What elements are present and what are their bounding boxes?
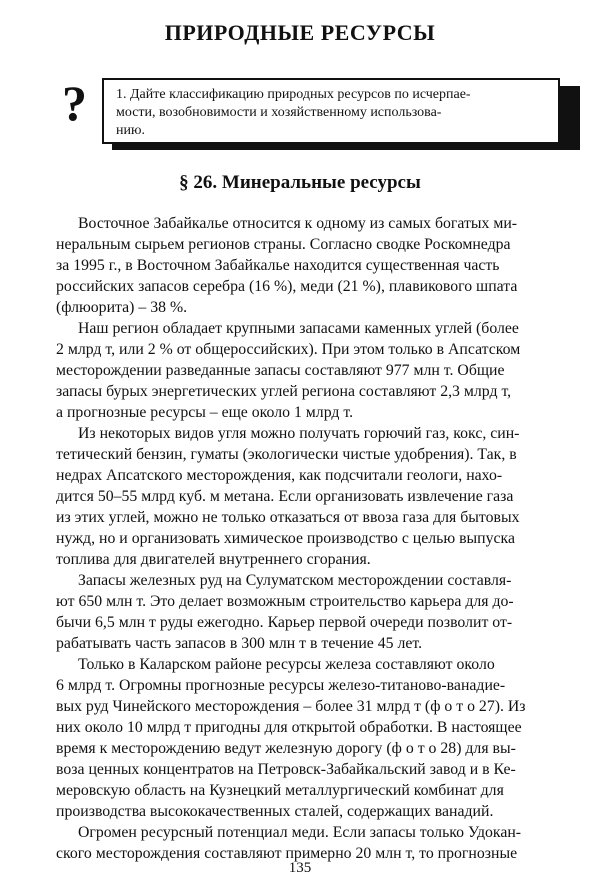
body-line: Из некоторых видов угля можно получать горючий газ, кокс, син-: [78, 425, 520, 442]
body-line: российских запасов серебра (16 %), меди (21 %), плавикового шпата: [56, 278, 518, 295]
body-line: дится 50–55 млрд куб. м метана. Если организовать извлечение газа: [56, 488, 514, 505]
question-line: 1. Дайте классификацию природных ресурсов по исчерпае-: [116, 87, 471, 102]
body-line: воза ценных концентратов на Петровск-Забайкальский завод и в Ке-: [56, 761, 516, 778]
body-line: 6 млрд т. Огромны прогнозные ресурсы железо-титаново-ванадие-: [56, 677, 506, 694]
body-line: из этих углей, можно не только отказаться от ввоза газа для бытовых: [56, 509, 520, 526]
body-line: запасы бурых энергетических углей региона составляют 2,3 млрд т,: [56, 383, 512, 400]
body-line: неральным сырьем регионов страны. Согласно сводке Роскомнедра: [56, 236, 511, 253]
body-line: вых руд Чинейского месторождения – более 31 млрд т (ф о т о 27). Из: [56, 698, 526, 715]
body-line: ют 650 млн т. Это делает возможным строительство карьера для до-: [56, 593, 514, 610]
body-line: Только в Каларском районе ресурсы железа составляют около: [78, 656, 495, 673]
body-line: время к месторождению ведут железную дорогу (ф о т о 28) для вы-: [56, 740, 516, 757]
body-line: тетический бензин, гуматы (экологически чистые удобрения). Так, в: [56, 446, 517, 463]
body-line: Восточное Забайкалье относится к одному из самых богатых ми-: [78, 215, 518, 232]
body-line: рабатывать часть запасов в 300 млн т в течение 45 лет.: [56, 635, 423, 652]
question-line: мости, возобновимости и хозяйственному использова-: [116, 105, 442, 120]
body-line: нужд, но и организовать химическое производство с целью выпуска: [56, 530, 515, 547]
body-line: ского месторождения составляют примерно 20 млн т, то прогнозные: [56, 845, 518, 862]
question-line: нию.: [116, 123, 145, 138]
body-line: топлива для двигателей внутреннего сгорания.: [56, 551, 371, 568]
question-mark-icon: ?: [62, 75, 87, 131]
body-line: недрах Апсатского месторождения, как подсчитали геологи, нахо-: [56, 467, 503, 484]
body-line: Огромен ресурсный потенциал меди. Если запасы только Удокан-: [78, 824, 522, 841]
question-box: [102, 78, 560, 144]
page-number: 135: [288, 860, 312, 876]
body-line: бычи 6,5 млн т руды ежегодно. Карьер первой очереди позволит от-: [56, 614, 513, 631]
page-title: ПРИРОДНЫЕ РЕСУРСЫ: [164, 20, 436, 45]
body-line: месторождении разведанные запасы составляют 977 млн т. Общие: [56, 362, 505, 379]
body-line: них около 10 млрд т пригодны для открытой обработки. В настоящее: [56, 719, 522, 736]
body-line: 2 млрд т, или 2 % от общероссийских). При этом только в Апсатском: [56, 341, 521, 358]
body-line: (флюорита) – 38 %.: [56, 299, 188, 316]
body-line: Запасы железных руд на Сулуматском месторождении составля-: [78, 572, 512, 589]
body-line: за 1995 г., в Восточном Забайкалье находится существенная часть: [56, 257, 500, 274]
body-line: меровскую область на Кузнецкий металлургический комбинат для: [56, 782, 504, 799]
body-line: производства высококачественных сталей, содержащих ванадий.: [56, 803, 494, 820]
body-line: Наш регион обладает крупными запасами каменных углей (более: [78, 320, 519, 337]
section-title: § 26. Минеральные ресурсы: [179, 172, 421, 193]
body-line: а прогнозные ресурсы – еще около 1 млрд т.: [56, 404, 354, 421]
